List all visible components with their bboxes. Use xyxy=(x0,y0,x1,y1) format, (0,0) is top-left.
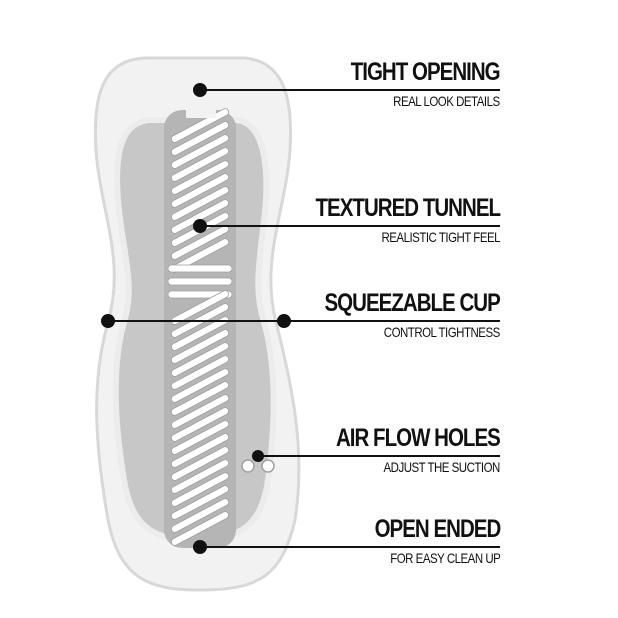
callout-title: OPEN ENDED xyxy=(374,515,500,543)
callout-title: TIGHT OPENING xyxy=(351,58,500,86)
callout-title: TEXTURED TUNNEL xyxy=(315,194,500,222)
callout-open-ended xyxy=(347,515,500,567)
leader-dot xyxy=(193,83,207,97)
tunnel-rib xyxy=(168,265,232,272)
callout-subtitle: REALISTIC TIGHT FEEL xyxy=(381,229,500,245)
callout-subtitle: CONTROL TIGHTNESS xyxy=(383,324,500,340)
callout-title: SQUEEZABLE CUP xyxy=(324,289,500,317)
leader-dot xyxy=(193,540,207,554)
callout-squeezable-cup xyxy=(286,289,500,341)
air-hole xyxy=(242,460,254,472)
callout-subtitle: FOR EASY CLEAN UP xyxy=(389,550,500,566)
leader-dot xyxy=(101,314,115,328)
callout-subtitle: REAL LOOK DETAILS xyxy=(393,93,500,109)
tunnel-rib xyxy=(168,278,232,285)
callout-subtitle: ADJUST THE SUCTION xyxy=(383,459,500,475)
callout-air-flow-holes xyxy=(300,424,500,476)
callout-title: AIR FLOW HOLES xyxy=(336,424,500,452)
air-hole xyxy=(262,460,274,472)
leader-dot xyxy=(193,219,207,233)
callout-tight-opening xyxy=(318,58,500,110)
leader-dot xyxy=(252,450,264,462)
callout-textured-tunnel xyxy=(275,194,500,246)
